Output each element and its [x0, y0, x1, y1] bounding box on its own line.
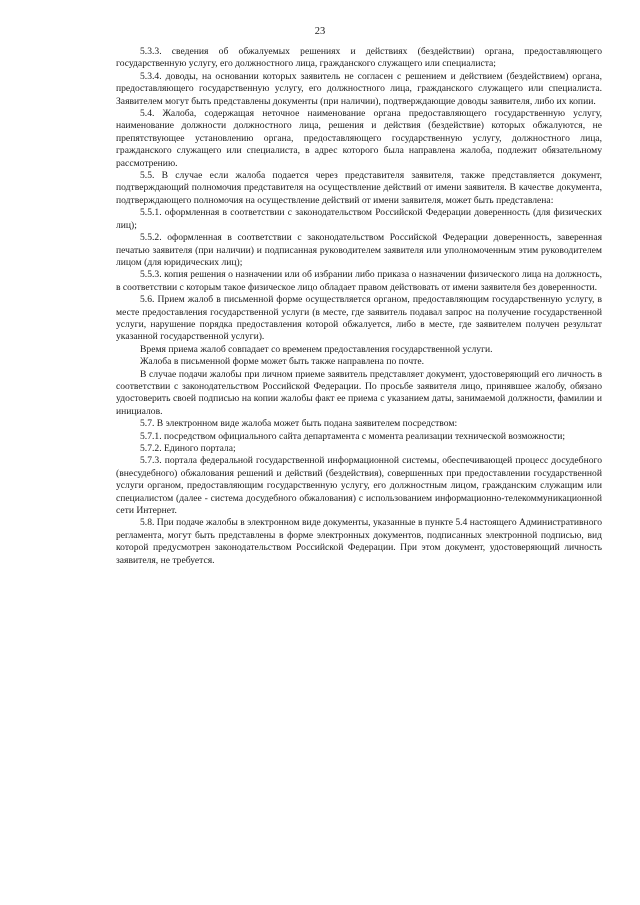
paragraph-5-4: 5.4. Жалоба, содержащая неточное наименование органа предоставляющего государственную услугу, наименование должности должностного лица, решения и действия (бездействие) которых обжалуются, не препятствующее установлению органа, предоставляющего государственную услугу, должностного лица, гражданского служащего или специалиста, в адрес которого была направлена жалоба, подлежит обязательному рассмотрению.: [116, 108, 602, 169]
document-body: [116, 46, 602, 567]
paragraph-mail-submission: Жалоба в письменной форме может быть также направлена по почте.: [140, 356, 425, 368]
paragraph-5-6: 5.6. Прием жалоб в письменной форме осуществляется органом, предоставляющим государственную услугу, в месте предоставления государственной услуги (в месте, где заявитель подавал запрос на получение государственной услуги, нарушение порядка предоставления которой обжалуется, либо в месте, где заявителем получен результат указанной государственной услуги).: [116, 294, 602, 343]
paragraph-5-3-4: 5.3.4. доводы, на основании которых заявитель не согласен с решением и действием (бездействием) органа, предоставляющего государственную услугу, его должностного лица, гражданского служащего или специалиста. Заявителем могут быть представлены документы (при наличии), подтверждающие доводы заявителя, либо их копии.: [116, 70, 602, 107]
paragraph-5-5-2: 5.5.2. оформленная в соответствии с законодательством Российской Федерации доверенность, заверенная печатью заявителя (при наличии) и подписанная руководителем заявителя или уполномоченным этим руководителем лицом (для юридических лиц);: [116, 232, 602, 268]
paragraph-personal-reception: В случае подачи жалобы при личном приеме заявитель представляет документ, удостоверяющий его личность в соответствии с законодательством Российской Федерации. По просьбе заявителя лицо, принявшее жалобу, обязано удостоверить своей подписью на копии жалобы факт ее приема с указанием даты, занимаемой должности, фамилии и инициалов.: [116, 368, 602, 417]
page-number: 23: [314, 26, 326, 37]
paragraph-5-7-1: 5.7.1. посредством официального сайта департамента с момента реализации технической возможности;: [140, 430, 566, 442]
paragraph-5-3-3: 5.3.3. сведения об обжалуемых решениях и действиях (бездействии) органа, предоставляющего государственную услугу, его должностного лица, гражданского служащего или специалиста;: [116, 46, 602, 70]
paragraph-5-7-2: 5.7.2. Единого портала;: [140, 443, 236, 454]
paragraph-reception-time: Время приема жалоб совпадает со временем предоставления государственной услуги.: [140, 343, 493, 355]
paragraph-5-8: 5.8. При подаче жалобы в электронном виде документы, указанные в пункте 5.4 настоящего Административного регламента, могут быть представлены в форме электронных документов, подписанных электронной подписью, вид которой предусмотрен законодательством Российской Федерации. При этом документ, удостоверяющий личность заявителя, не требуется.: [116, 517, 602, 566]
paragraph-5-7: 5.7. В электронном виде жалоба может быть подана заявителем посредством:: [140, 418, 458, 430]
paragraph-5-5-1: 5.5.1. оформленная в соответствии с законодательством Российской Федерации доверенность (для физических лиц);: [116, 207, 602, 231]
paragraph-5-5: 5.5. В случае если жалоба подается через представителя заявителя, также представляется документ, подтверждающий полномочия представителя на осуществление действий от имени заявителя. В качестве документа, подтверждающего полномочия на осуществление действий от имени заявителя, может быть представлена:: [116, 170, 602, 206]
paragraph-5-7-3: 5.7.3. портала федеральной государственной информационной системы, обеспечивающей процесс досудебного (внесудебного) обжалования решений и действий (бездействия), совершенных при предоставлении государственной услуги органом, предоставляющим государственную услугу, его должностным лицом, гражданским служащим или специалистом (далее - система досудебного обжалования) с использованием информационно-телекоммуникационной сети Интернет.: [116, 455, 602, 517]
paragraph-5-5-3: 5.5.3. копия решения о назначении или об избрании либо приказа о назначении физического лица на должность, в соответствии с которым такое физическое лицо обладает правом действовать от имени заявителя без доверенности.: [116, 269, 602, 293]
